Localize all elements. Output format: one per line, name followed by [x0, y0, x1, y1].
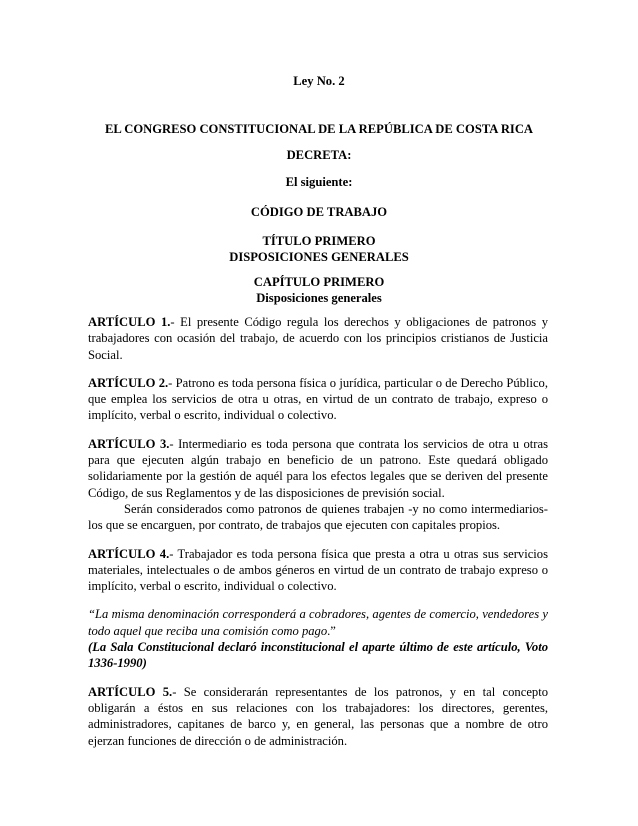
- article-5-label: ARTÍCULO 5.: [88, 684, 173, 699]
- article-1-label: ARTÍCULO 1.: [88, 315, 171, 329]
- title-number: TÍTULO PRIMERO: [262, 234, 376, 248]
- quote-open-mark: “: [88, 607, 96, 622]
- article-2-label: ARTÍCULO 2.: [88, 375, 169, 390]
- article-5: [88, 684, 548, 749]
- article-1: [88, 314, 548, 363]
- quote-close-mark: .”: [327, 623, 336, 638]
- chapter-name: Disposiciones generales: [256, 291, 382, 305]
- siguiente-heading: El siguiente:: [285, 175, 353, 189]
- article-3-paragraph-2: Serán considerados como patronos de quienes trabajen -y no como intermediarios- los que se encarguen, por contrato, de trabajos que ejecuten con capitales propios.: [88, 501, 548, 533]
- article-3-text: - Intermediario es toda persona que contrata los servicios de otra u otras para que ejecuten algún trabajo en beneficio de un patrono. Este quedará obligado solidariamente por la gestión de aquél para los efectos legales que se deriven del presente Código, de sus Reglamentos y de las disposiciones de previsión social.: [88, 436, 548, 500]
- article-4: [88, 546, 548, 595]
- article-3: [88, 436, 548, 501]
- chapter-number: CAPÍTULO PRIMERO: [253, 275, 385, 289]
- article-4-text: - Trabajador es toda persona física que presta a otra u otras sus servicios materiales, intelectuales o de ambos géneros en virtud de un contrato de trabajo expreso o implícito, verbal o escrito, individual o colectivo.: [88, 546, 548, 594]
- article-2-text: - Patrono es toda persona física o jurídica, particular o de Derecho Público, que emplea los servicios de otra u otras, en virtud de un contrato de trabajo, expreso o implícito, verbal o escrito, individual o colectivo.: [88, 375, 548, 423]
- quote-text: La misma denominación corresponderá a cobradores, agentes de comercio, vendedores y todo aquel que reciba una comisión como pago: [88, 607, 548, 638]
- decreta-heading: DECRETA:: [286, 148, 352, 162]
- article-1-text: - El presente Código regula los derechos y obligaciones de patronos y trabajadores con ocasión del trabajo, de acuerdo con los principios cristianos de Justicia Social.: [88, 315, 548, 362]
- article-4-label: ARTÍCULO 4.: [88, 546, 170, 561]
- code-title: CÓDIGO DE TRABAJO: [250, 205, 388, 219]
- congress-heading: EL CONGRESO CONSTITUCIONAL DE LA REPÚBLICA DE COSTA RICA: [104, 122, 534, 136]
- article-5-text: - Se considerarán representantes de los patronos, y en tal concepto obligarán a éstos en sus relaciones con los trabajadores: los directores, gerentes, administradores, capitanes de barco y, en general, las personas que a nombre de otro ejerzan funciones de dirección o de administración.: [88, 684, 548, 748]
- title-name: DISPOSICIONES GENERALES: [229, 250, 409, 264]
- article-3-label: ARTÍCULO 3.: [88, 436, 170, 451]
- law-number: Ley No. 2: [293, 74, 345, 88]
- article-4-quote: [88, 606, 548, 639]
- articles-body: [88, 314, 548, 761]
- constitutional-note: (La Sala Constitucional declaró inconstitucional el aparte último de este artículo, Voto 1336-1990): [88, 640, 548, 671]
- article-2: [88, 375, 548, 424]
